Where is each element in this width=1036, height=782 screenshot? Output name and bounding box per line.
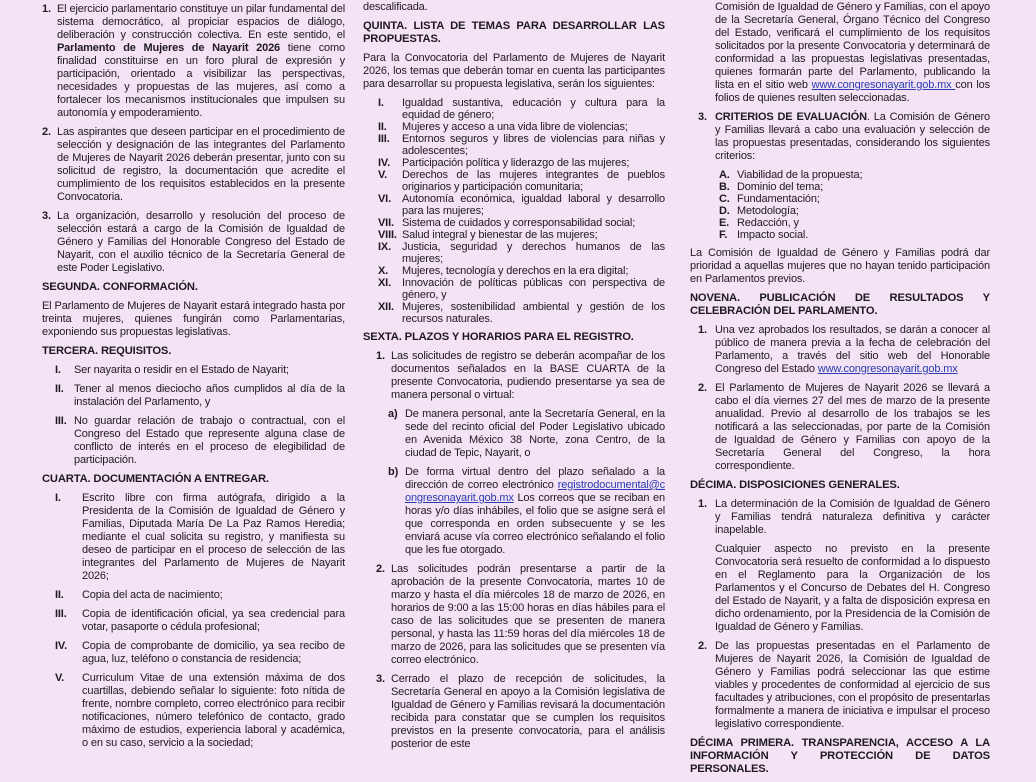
text-segment: El ejercicio parlamentario constituye un pilar fundamental del sistema democrático, al propiciar espacios de diálogo, deliberación y construcción colectiva. En este sentido, el: [57, 3, 345, 41]
item-text: Igualdad sustantiva, educación y cultura para la equidad de género;: [402, 97, 665, 121]
requisito-item: [55, 415, 345, 467]
text-segment: tiene como finalidad constituirse en un foro plural de expresión y participación, orientado a visibilizar las perspectivas, necesidades y propuestas de las mujeres, así como a fortalecer los mecanismos institucionales que impulsen su autonomía y empoderamiento.: [57, 42, 345, 119]
item-number: II.: [55, 589, 64, 601]
item-text: Curriculum Vitae de una extensión máxima de dos cuartillas, debiendo señalar lo siguiente: foto nítida de frente, nombre completo, correo electrónico para recibir notificaciones, número telefónico de contacto, grado máximo de estudios, experiencia laboral y académica, o en su caso, servicio a la sociedad;: [82, 672, 345, 749]
website-link[interactable]: www.congresonayarit.gob.mx: [811, 79, 956, 91]
documento-item: [55, 589, 345, 602]
item-number: XII.: [378, 301, 394, 313]
section-heading-cuarta: CUARTA. DOCUMENTACIÓN A ENTREGAR.: [42, 473, 269, 485]
continued-text-fragment: descalificada.: [363, 1, 428, 13]
item-number: IV.: [378, 157, 390, 169]
continued-text-block: [715, 1, 990, 105]
website-link[interactable]: www.congresonayarit.gob.mx: [817, 363, 958, 375]
item-number: X.: [378, 265, 389, 277]
section-heading-segunda: SEGUNDA. CONFORMACIÓN.: [42, 281, 198, 293]
item-number: V.: [55, 672, 65, 684]
decima-item-1: [698, 498, 990, 537]
item-number: 2.: [698, 640, 707, 652]
novena-item-2: [698, 382, 990, 473]
list-item: [378, 277, 665, 301]
sexta-item-a: [388, 408, 665, 460]
segunda-text: El Parlamento de Mujeres de Nayarit estará integrado hasta por treinta mujeres, quienes fungirán como Parlamentarias, exponiendo sus propuestas legislativas.: [42, 300, 345, 338]
item-number: 1.: [698, 324, 707, 336]
requisito-item: [55, 383, 345, 409]
documento-item: [55, 672, 345, 750]
text-segment: . La Comisión de Género y Familias llevará a cabo una evaluación y selección de las propuestas presentadas, considerando los siguientes criterios:: [715, 111, 991, 162]
item-text: Impacto social.: [737, 229, 809, 241]
list-item: [378, 133, 665, 157]
item-text: Derechos de las mujeres integrantes de pueblos originarios y participación comunitaria;: [402, 169, 665, 193]
list-item: [719, 169, 990, 181]
item-text: Salud integral y bienestar de las mujeres;: [402, 229, 598, 241]
item-text: [715, 111, 990, 163]
item-number: III.: [378, 133, 390, 145]
item-text: De las propuestas presentadas en el Parlamento de Mujeres de Nayarit 2026, la Comisión de Igualdad de Género y Familias podrá seleccionar las que estime viables y procedentes de conformidad al ejercicio de sus facultades y atribuciones, con el propósito de presentarlas formalmente a manera de iniciativa e impulsar el proceso legislativo correspondiente.: [715, 640, 990, 730]
list-item: [378, 229, 665, 241]
list-item: [378, 301, 665, 325]
item-number: II.: [378, 121, 387, 133]
base-primera-item-2: [42, 126, 345, 204]
item-text: No guardar relación de trabajo o contractual, con el Congreso del Estado que represente alguna clase de conflicto de interés en el proceso de elegibilidad de participación.: [74, 415, 345, 466]
left-column: [42, 3, 345, 756]
list-item: [378, 121, 665, 133]
list-item: [378, 193, 665, 217]
item-number: V.: [378, 169, 388, 181]
item-number: IX.: [378, 241, 391, 253]
item-text: Metodología;: [737, 205, 799, 217]
text-segment: Una vez aprobados los resultados, se darán a conocer al público de manera previa a la fecha de celebración del Parlamento, a través del sitio web del Honorable Congreso del Estado: [715, 324, 990, 375]
item-number: 3.: [42, 210, 51, 222]
section-heading-tercera: TERCERA. REQUISITOS.: [42, 345, 172, 357]
item-number: VIII.: [378, 229, 397, 241]
item-number: a): [388, 408, 398, 420]
bold-text: CRITERIOS DE EVALUACIÓN: [715, 111, 867, 123]
criterios-list: [719, 169, 990, 241]
decima-item-2: [698, 640, 990, 731]
item-number: D.: [719, 205, 730, 217]
item-number: 1.: [42, 3, 51, 15]
item-text: El Parlamento de Mujeres de Nayarit 2026 se llevará a cabo el día viernes 27 del mes de marzo de la presente anualidad. Previo al desarrollo de los trabajos se les notificará a las seleccionadas, por parte de la Comisión de Igualdad de Género y Familias con apoyo de la Secretaría General del Congreso, la hora correspondiente.: [715, 382, 990, 472]
item-text: [57, 3, 345, 120]
item-text: Mujeres, tecnología y derechos en la era digital;: [402, 265, 629, 277]
section-heading-quinta: QUINTA. LISTA DE TEMAS PARA DESARROLLAR LAS PROPUESTAS.: [363, 20, 665, 45]
item-number: 2.: [698, 382, 707, 394]
item-text: Las solicitudes de registro se deberán acompañar de los documentos señalados en la BASE CUARTA de la presente Convocatoria, pudiendo presentarse ya sea de manera personal o virtual:: [391, 350, 665, 401]
item-text: Entornos seguros y libres de violencias para niñas y adolescentes;: [402, 133, 665, 157]
prioridad-text: La Comisión de Igualdad de Género y Familias podrá dar prioridad a aquellas mujeres que no hayan tenido participación en Parlamentos previos.: [690, 247, 990, 285]
section-heading-sexta: SEXTA. PLAZOS Y HORARIOS PARA EL REGISTRO.: [363, 331, 634, 343]
documento-item: [55, 492, 345, 583]
list-item: [719, 181, 990, 193]
item-text: Escrito libre con firma autógrafa, dirigido a la Presidenta de la Comisión de Igualdad de Género y Familias, Diputada María De La Paz Ramos Heredia; mediante el cual solicita su registro, y manifiesta su deseo de participar en el proceso de selección de las integrantes del Parlamento de Mujeres de Nayarit 2026;: [82, 492, 345, 582]
item-number: II.: [55, 383, 64, 395]
text-segment: Comisión de Igualdad de Género y Familias, con el apoyo de la Secretaría General, Órgano Técnico del Congreso del Estado, verificará el cumplimiento de los requisitos solicitados por la presente Convocatoria y determinará de conformidad a las propuestas legislativas presentadas, quienes formarán parte del Parlamento, publicando la lista en el sitio web: [715, 1, 990, 91]
list-item: [719, 217, 990, 229]
quinta-text: Para la Convocatoria del Parlamento de Mujeres de Nayarit 2026, los temas que deberán tomar en cuenta las participantes para desarrollar su propuesta legislativa, serán los siguientes:: [363, 52, 665, 90]
novena-item-1: [698, 324, 990, 376]
item-text: Ser nayarita o residir en el Estado de Nayarit;: [74, 364, 289, 376]
item-text: Tener al menos dieciocho años cumplidos al día de la instalación del Parlamento, y: [74, 383, 345, 408]
section-heading-novena: NOVENA. PUBLICACIÓN DE RESULTADOS Y CELEBRACIÓN DEL PARLAMENTO.: [690, 292, 990, 317]
item-text: Autonomía económica, igualdad laboral y desarrollo para las mujeres;: [402, 193, 665, 217]
sexta-item-2: [376, 563, 665, 667]
text-segment: con los folios de quienes resulten seleccionadas.: [715, 79, 990, 104]
text-segment: De forma virtual dentro del plazo señalado a la dirección de correo electrónico: [405, 466, 665, 491]
section-heading-decima: DÉCIMA. DISPOSICIONES GENERALES.: [690, 479, 900, 491]
item-text: Viabilidad de la propuesta;: [737, 169, 863, 181]
item-number: I.: [55, 492, 61, 504]
item-number: 2.: [42, 126, 51, 138]
item-number: 2.: [376, 563, 385, 575]
list-item: [719, 229, 990, 241]
list-item: [378, 157, 665, 169]
item-number: E.: [719, 217, 730, 229]
item-number: b): [388, 466, 399, 478]
list-item: [719, 205, 990, 217]
item-number: C.: [719, 193, 730, 205]
item-number: A.: [719, 169, 730, 181]
sexta-item-3: [376, 673, 665, 751]
list-item: [378, 217, 665, 229]
item-text: Copia del acta de nacimiento;: [82, 589, 223, 601]
item-text: [715, 324, 990, 376]
item-number: VI.: [378, 193, 391, 205]
item-text: Redacción, y: [737, 217, 799, 229]
item-text: Mujeres, sostenibilidad ambiental y gestión de los recursos naturales.: [402, 301, 665, 325]
item-text: Cerrado el plazo de recepción de solicitudes, la Secretaría General en apoyo a la Comisión legislativa de Igualdad de Género y Familias revisará la documentación recibida para constatar que se cumplen los requisitos previstos en la presente convocatoria, para el análisis posterior de este: [391, 673, 665, 750]
sexta-item-1: [376, 350, 665, 402]
item-text: Mujeres y acceso a una vida libre de violencias;: [402, 121, 628, 133]
item-number: VII.: [378, 217, 394, 229]
right-column: [690, 1, 990, 782]
list-item: [378, 241, 665, 265]
list-item: [378, 97, 665, 121]
item-number: IV.: [55, 640, 67, 652]
item-number: III.: [55, 608, 67, 620]
item-text: Participación política y liderazgo de las mujeres;: [402, 157, 630, 169]
temas-list: [378, 97, 665, 325]
item-text: Las aspirantes que deseen participar en el procedimiento de selección y designación de las integrantes del Parlamento de Mujeres de Nayarit 2026 deberán presentar, junto con su solicitud de registro, la documentación que acredite el cumplimiento de los requisitos establecidos en la presente Convocatoria.: [57, 126, 345, 203]
list-item: [719, 193, 990, 205]
section-heading-decima-primera: DÉCIMA PRIMERA. TRANSPARENCIA, ACCESO A LA INFORMACIÓN Y PROTECCIÓN DE DATOS PERSONALES.: [690, 737, 990, 775]
item-number: 3.: [698, 111, 707, 123]
item-number: 1.: [698, 498, 707, 510]
item-text: [405, 466, 665, 557]
item-text: Copia de comprobante de domicilio, ya sea recibo de agua, luz, teléfono o constancia de residencia;: [82, 640, 345, 665]
bold-text: Parlamento de Mujeres de Nayarit 2026: [57, 42, 281, 54]
item-text: Sistema de cuidados y corresponsabilidad social;: [402, 217, 636, 229]
item-number: XI.: [378, 277, 391, 289]
item-number: I.: [378, 97, 384, 109]
criterios-item: [698, 111, 990, 163]
base-primera-item-3: [42, 210, 345, 275]
item-number: F.: [719, 229, 728, 241]
item-number: I.: [55, 364, 61, 376]
decima-1-continuation: Cualquier aspecto no previsto en la presente Convocatoria será resuelto de conformidad a lo dispuesto en el Reglamento para la Organización de los Parlamentos y el Concurso de Debates del H. Congreso del Estado de Nayarit, y a falta de disposición expresa en dicho ordenamiento, por la Presidencia de la Comisión de Igualdad de Género y Familias.: [715, 543, 990, 633]
item-text: De manera personal, ante la Secretaría General, en la sede del recinto oficial del Poder Legislativo ubicado en Avenida México 38 Norte, zona Centro, de la ciudad de Tepic, Nayarit, o: [405, 408, 665, 459]
list-item: [378, 169, 665, 193]
item-number: 3.: [376, 673, 385, 685]
middle-column: [363, 1, 665, 757]
list-item: [378, 265, 665, 277]
text-segment: Los correos que se reciban en horas y/o días inhábiles, el folio que se asigne será el que corresponda en orden subsecuente y se les enviará acuse vía correo electrónico señalando el folio que les fue otorgado.: [405, 492, 665, 556]
item-text: Las solicitudes podrán presentarse a partir de la aprobación de la presente Convocatoria, martes 10 de marzo y hasta el día miércoles 18 de marzo de 2026, en horarios de 9:00 a las 15:00 horas en días hábiles para el caso de las solicitudes que se presenten de manera personal, y hasta las 11:59 horas del día miércoles 18 de marzo de 2026, para las solicitudes que se presenten vía correo electrónico.: [391, 563, 665, 666]
item-text: Justicia, seguridad y derechos humanos de las mujeres;: [402, 241, 665, 265]
item-text: Copia de identificación oficial, ya sea credencial para votar, pasaporte o cédula profesional;: [82, 608, 345, 633]
item-text: Fundamentación;: [737, 193, 820, 205]
email-link[interactable]: registrodocumental@congresonayarit.gob.mx: [405, 479, 665, 504]
documento-item: [55, 640, 345, 666]
item-number: 1.: [376, 350, 385, 362]
documento-item: [55, 608, 345, 634]
item-text: La organización, desarrollo y resolución del proceso de selección estará a cargo de la Comisión de Igualdad de Género y Familias del Honorable Congreso del Estado de Nayarit, con el auxilio técnico de la Secretaría General de este Poder Legislativo.: [57, 210, 345, 274]
item-number: III.: [55, 415, 67, 427]
item-number: B.: [719, 181, 730, 193]
item-text: Innovación de políticas públicas con perspectiva de género, y: [402, 277, 665, 301]
item-text: Dominio del tema;: [737, 181, 824, 193]
base-primera-item-1: [42, 3, 345, 120]
requisito-item: [55, 364, 345, 377]
sexta-item-b: [388, 466, 665, 557]
item-text: La determinación de la Comisión de Igualdad de Género y Familias tendrá naturaleza definitiva y carácter inapelable.: [715, 498, 990, 536]
